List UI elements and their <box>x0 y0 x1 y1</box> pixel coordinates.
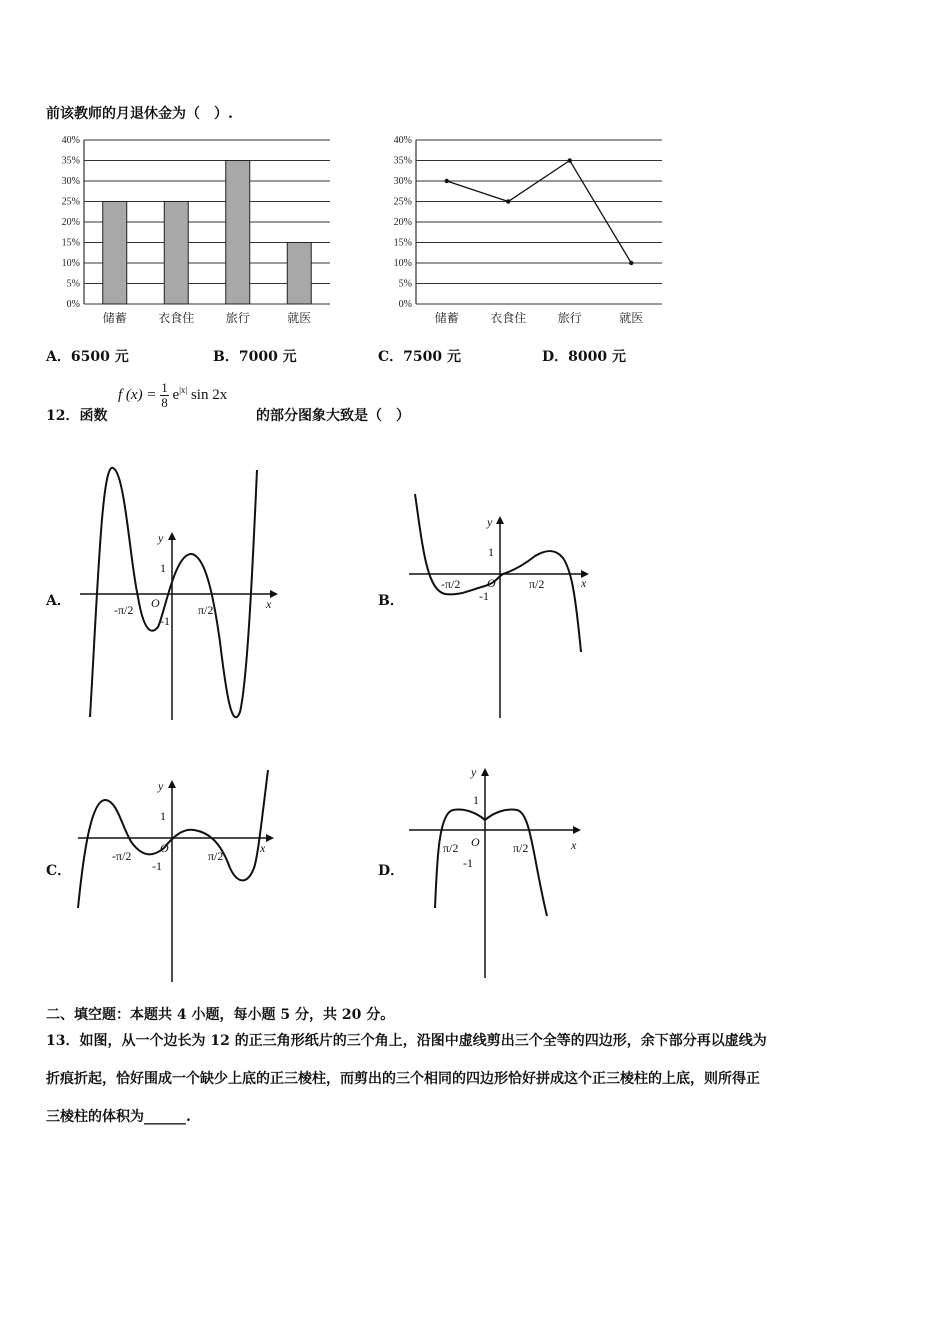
graph-c-one: 1 <box>160 809 166 823</box>
graph-b-label[interactable]: B． <box>378 593 404 609</box>
line-chart-ytick: 15% <box>393 237 412 249</box>
line-chart-ytick: 40% <box>393 135 412 146</box>
line-chart-ytick: 35% <box>393 155 412 167</box>
q13-line3: 三棱柱的体积为______. <box>46 1109 191 1125</box>
bar-chart-category: 衣食住 <box>158 311 195 325</box>
graph-b-origin: O <box>487 576 496 590</box>
line-chart-ytick: 0% <box>398 299 412 310</box>
graph-d-neg-one: -1 <box>463 856 473 870</box>
line-chart-category: 旅行 <box>557 311 582 325</box>
graph-b-y-label: y <box>487 515 493 529</box>
graph-d-y-label: y <box>471 765 477 779</box>
graph-d-label[interactable]: D． <box>378 863 405 879</box>
bar-chart-ytick: 35% <box>61 155 80 167</box>
graph-a-label[interactable]: A． <box>46 593 71 609</box>
bar-chart-ytick: 25% <box>61 196 80 208</box>
bar-chart-ytick: 0% <box>66 299 80 310</box>
q12-formula: f (x) = $\frac{1}{8}$ $e^{|x|}$ sin 2x <box>118 380 228 410</box>
bar-chart <box>40 130 340 330</box>
graph-a-y-label: y <box>158 531 164 545</box>
bar-chart-ytick: 30% <box>61 176 80 187</box>
graph-b-neg-pi2: -π/2 <box>441 577 461 591</box>
bar-chart-ytick: 15% <box>61 237 80 249</box>
graph-a-x-label: x <box>266 597 272 611</box>
option-d[interactable]: D．8000 元 <box>542 349 626 365</box>
bar-chart-category: 就医 <box>287 311 312 325</box>
bar-chart-ytick: 20% <box>61 217 80 228</box>
graph-a <box>80 462 280 722</box>
graph-d <box>405 758 605 978</box>
graph-c-y-label: y <box>158 779 164 793</box>
line-chart-point <box>629 261 633 265</box>
bar-chart-category: 旅行 <box>225 311 250 325</box>
bar-chart-bar <box>164 202 188 305</box>
graph-d-one: 1 <box>473 793 479 807</box>
graph-d-neg-pi2: π/2 <box>443 841 459 855</box>
line-chart <box>372 130 672 330</box>
q13-line2: 折痕折起，恰好围成一个缺少上底的正三棱柱，而剪出的三个相同的四边形恰好拼成这个正三棱柱的上底，则所得正 <box>46 1071 760 1087</box>
line-chart-point <box>445 179 449 183</box>
graph-c-x-label: x <box>260 841 266 855</box>
bar-chart-bar <box>287 243 311 305</box>
graph-b-one: 1 <box>488 545 494 559</box>
graph-a-neg-pi2: -π/2 <box>114 603 134 617</box>
graph-b-pi2: π/2 <box>529 577 545 591</box>
graph-c-label[interactable]: C． <box>46 863 72 879</box>
q13-line1: 13．如图，从一个边长为 12 的正三角形纸片的三个角上，沿图中虚线剪出三个全等的四边形，余下部分再以虚线为 <box>46 1033 767 1049</box>
option-c[interactable]: C．7500 元 <box>378 349 461 365</box>
q12-prefix: 12．函数 <box>46 408 108 424</box>
graph-c <box>72 768 282 988</box>
q11-intro: 前该教师的月退休金为（ ）. <box>46 106 233 122</box>
line-chart-category: 就医 <box>619 311 644 325</box>
graph-a-neg-one: -1 <box>160 614 170 628</box>
graph-c-neg-pi2: -π/2 <box>112 849 132 863</box>
bar-chart-ytick: 40% <box>61 135 80 146</box>
line-chart-category: 储蓄 <box>434 311 459 325</box>
line-chart-point <box>506 199 510 203</box>
graph-c-pi2: π/2 <box>208 849 224 863</box>
option-b[interactable]: B．7000 元 <box>213 349 297 365</box>
graph-d-origin: O <box>471 835 480 849</box>
graph-d-x-label: x <box>571 838 577 852</box>
option-a[interactable]: A．6500 元 <box>46 349 129 365</box>
graph-b-x-label: x <box>581 576 587 590</box>
line-chart-ytick: 30% <box>393 176 412 187</box>
line-chart-series-line <box>447 161 632 264</box>
line-chart-category: 衣食住 <box>490 311 527 325</box>
graph-a-pi2: π/2 <box>198 603 214 617</box>
graph-b <box>405 490 605 730</box>
graph-c-neg-one: -1 <box>152 859 162 873</box>
line-chart-ytick: 5% <box>398 278 412 290</box>
bar-chart-ytick: 5% <box>66 278 80 290</box>
graph-a-one: 1 <box>160 561 166 575</box>
graph-b-neg-one: -1 <box>479 589 489 603</box>
bar-chart-ytick: 10% <box>61 258 80 269</box>
line-chart-point <box>568 158 572 162</box>
q12-suffix: 的部分图象大致是（ ） <box>256 408 410 424</box>
graph-a-origin: O <box>151 596 160 610</box>
line-chart-ytick: 25% <box>393 196 412 208</box>
bar-chart-bar <box>226 161 250 305</box>
line-chart-ytick: 20% <box>393 217 412 228</box>
graph-c-origin: O <box>160 841 169 855</box>
bar-chart-bar <box>103 202 127 305</box>
graph-d-pi2: π/2 <box>513 841 529 855</box>
line-chart-ytick: 10% <box>393 258 412 269</box>
bar-chart-category: 储蓄 <box>102 311 127 325</box>
section2-heading: 二、填空题：本题共 4 小题，每小题 5 分，共 20 分。 <box>46 1007 395 1023</box>
